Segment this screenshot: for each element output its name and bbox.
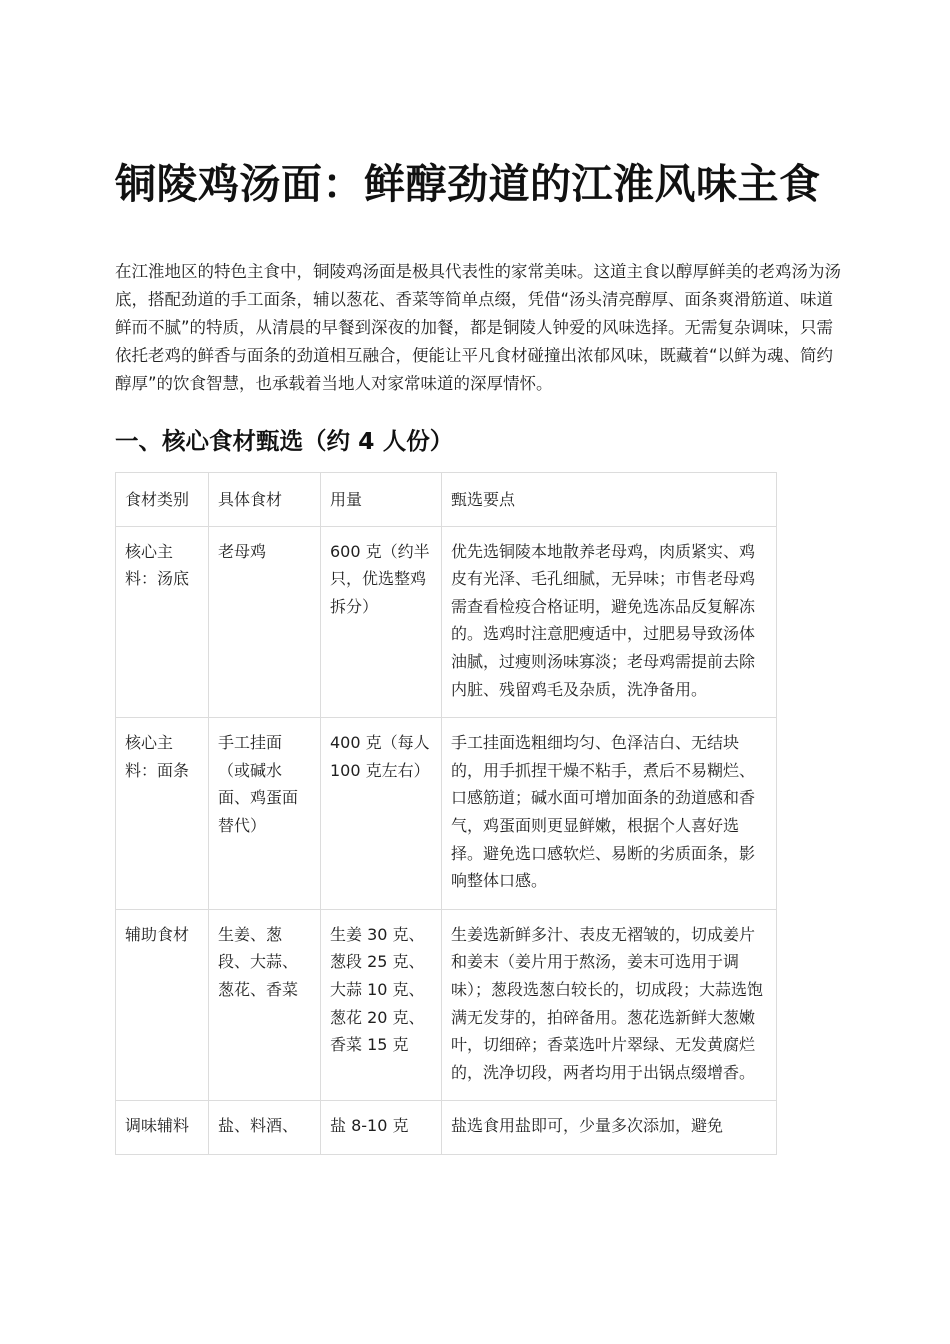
cell-category: 辅助食材 — [116, 909, 209, 1101]
page-title: 铜陵鸡汤面：鲜醇劲道的江淮风味主食 — [115, 160, 821, 208]
section-heading-ingredients: 一、核心食材甄选（约 4 人份） — [115, 427, 454, 455]
cell-category: 核心主料：面条 — [116, 718, 209, 910]
cell-quantity: 400 克（每人 100 克左右） — [321, 718, 442, 910]
cell-note: 盐选食用盐即可，少量多次添加，避免 — [442, 1101, 777, 1155]
table-row — [116, 909, 777, 1101]
cell-item: 手工挂面（或碱水面、鸡蛋面替代） — [209, 718, 321, 910]
header-selection-notes: 甄选要点 — [442, 473, 777, 527]
cell-quantity: 600 克（约半只，优选整鸡拆分） — [321, 526, 442, 718]
cell-note: 生姜选新鲜多汁、表皮无褶皱的，切成姜片和姜末（姜片用于熬汤，姜末可选用于调味）；葱段选葱白较长的，切成段；大蒜选饱满无发芽的，拍碎备用。葱花选新鲜大葱嫩叶，切细碎；香菜选叶片翠绿、无发黄腐烂的，洗净切段，两者均用于出锅点缀增香。 — [442, 909, 777, 1101]
cell-note: 优先选铜陵本地散养老母鸡，肉质紧实、鸡皮有光泽、毛孔细腻，无异味；市售老母鸡需查看检疫合格证明，避免选冻品反复解冻的。选鸡时注意肥瘦适中，过肥易导致汤体油腻，过瘦则汤味寡淡；老母鸡需提前去除内脏、残留鸡毛及杂质，洗净备用。 — [442, 526, 777, 718]
cell-note: 手工挂面选粗细均匀、色泽洁白、无结块的，用手抓捏干燥不粘手，煮后不易糊烂、口感筋道；碱水面可增加面条的劲道感和香气，鸡蛋面则更显鲜嫩，根据个人喜好选择。避免选口感软烂、易断的劣质面条，影响整体口感。 — [442, 718, 777, 910]
table-row — [116, 718, 777, 910]
header-quantity: 用量 — [321, 473, 442, 527]
ingredients-table — [115, 472, 777, 1155]
cell-item: 老母鸡 — [209, 526, 321, 718]
table-row — [116, 1101, 777, 1155]
cell-quantity: 生姜 30 克、葱段 25 克、大蒜 10 克、葱花 20 克、香菜 15 克 — [321, 909, 442, 1101]
header-category: 食材类别 — [116, 473, 209, 527]
cell-quantity: 盐 8-10 克 — [321, 1101, 442, 1155]
cell-category: 核心主料：汤底 — [116, 526, 209, 718]
cell-category: 调味辅料 — [116, 1101, 209, 1155]
table-row — [116, 526, 777, 718]
table-header-row — [116, 473, 777, 527]
cell-item: 生姜、葱段、大蒜、葱花、香菜 — [209, 909, 321, 1101]
intro-paragraph: 在江淮地区的特色主食中，铜陵鸡汤面是极具代表性的家常美味。这道主食以醇厚鲜美的老鸡汤为汤底，搭配劲道的手工面条，辅以葱花、香菜等简单点缀，凭借“汤头清亮醇厚、面条爽滑筋道、味道鲜而不腻”的特质，从清晨的早餐到深夜的加餐，都是铜陵人钟爱的风味选择。无需复杂调味，只需依托老鸡的鲜香与面条的劲道相互融合，便能让平凡食材碰撞出浓郁风味，既藏着“以鲜为魂、简约醇厚”的饮食智慧，也承载着当地人对家常味道的深厚情怀。 — [115, 262, 841, 393]
header-item: 具体食材 — [209, 473, 321, 527]
cell-item: 盐、料酒、 — [209, 1101, 321, 1155]
